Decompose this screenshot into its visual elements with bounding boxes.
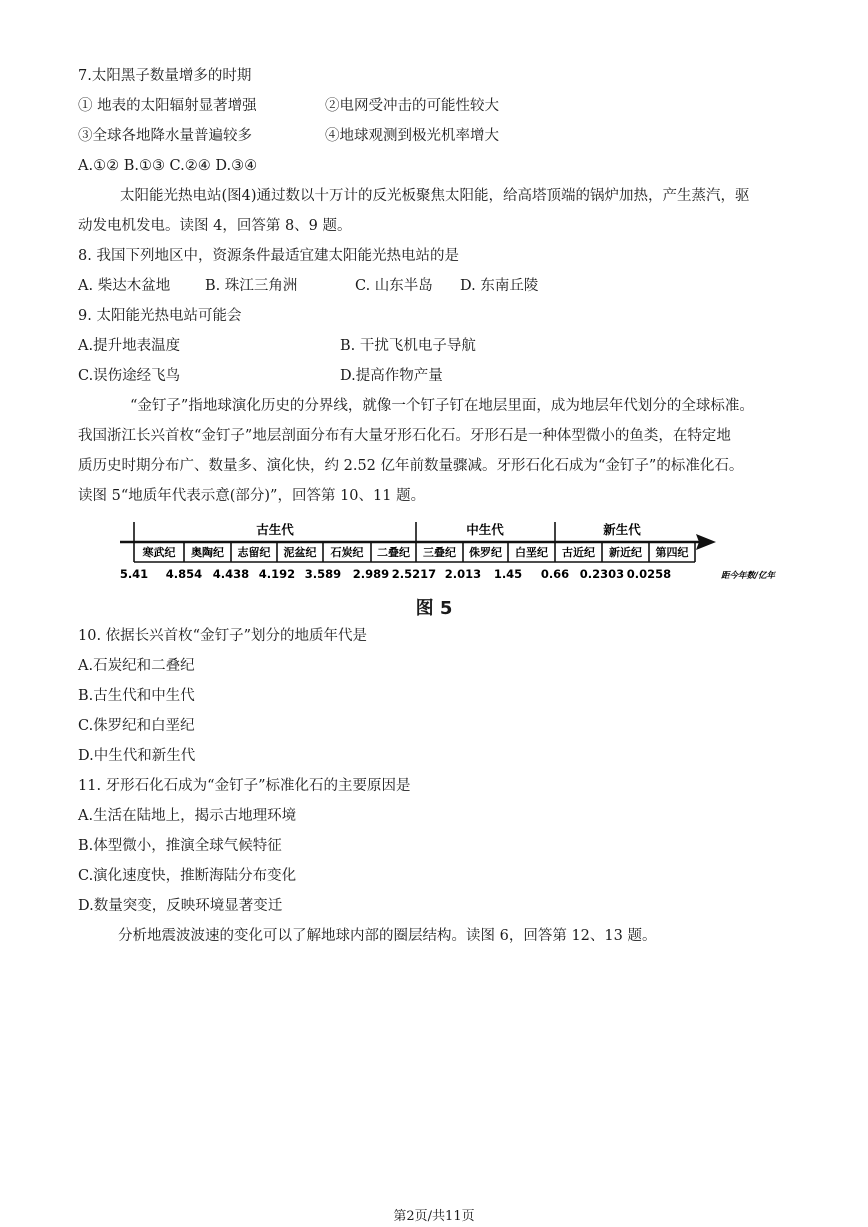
- period-label: 新近纪: [609, 546, 642, 559]
- age-label: 2.989: [352, 567, 390, 581]
- page-footer: 第2页/共11页: [393, 1209, 475, 1224]
- passage1-line2: 动发电机发电。读图 4，回答第 8、9 题。: [78, 218, 352, 234]
- era-label-cenozoic: 新生代: [603, 522, 641, 537]
- q11-option-a: A.生活在陆地上，揭示古地理环境: [78, 808, 297, 824]
- q11-option-d: D.数量突变，反映环境显著变迁: [78, 898, 283, 914]
- figure5-caption: 图 5: [415, 598, 453, 619]
- q10-option-a: A.石炭纪和二叠纪: [78, 658, 195, 674]
- q8-stem: 8. 我国下列地区中，资源条件最适宜建太阳能光热电站的是: [78, 248, 459, 264]
- period-label: 志留纪: [237, 546, 271, 559]
- q9-option-d: D.提高作物产量: [340, 368, 443, 384]
- passage1-line1: 太阳能光热电站(图4)通过数以十万计的反光板聚焦太阳能，给高塔顶端的锅炉加热，产生蒸汽，驱: [120, 188, 750, 204]
- q7-statement-3: ③全球各地降水量普遍较多: [78, 128, 252, 144]
- q8-option-a: A. 柴达木盆地: [78, 278, 171, 294]
- period-label: 寒武纪: [142, 546, 176, 559]
- q10-option-b: B.古生代和中生代: [78, 688, 195, 704]
- era-label-paleozoic: 古生代: [256, 522, 294, 537]
- q10-option-c: C.侏罗纪和白垩纪: [78, 718, 195, 734]
- period-label: 石炭纪: [330, 546, 364, 559]
- period-label: 古近纪: [562, 546, 595, 559]
- age-labels: [120, 567, 671, 581]
- q11-option-c: C.演化速度快，推断海陆分布变化: [78, 868, 297, 884]
- q11-option-b: B.体型微小，推演全球气候特征: [78, 838, 282, 854]
- period-label: 白垩纪: [515, 546, 548, 559]
- time-unit-label: 距今年数/亿年: [720, 571, 776, 581]
- q8-option-b: B. 珠江三角洲: [205, 278, 298, 294]
- age-label: 4.438: [212, 567, 250, 581]
- age-label: 5.41: [119, 567, 149, 581]
- q9-option-b: B. 干扰飞机电子导航: [340, 338, 476, 354]
- period-label: 侏罗纪: [469, 546, 502, 559]
- age-label: 0.66: [540, 567, 570, 581]
- period-labels: [134, 542, 695, 562]
- age-label: 4.192: [258, 567, 296, 581]
- q7-statement-1: ① 地表的太阳辐射显著增强: [78, 98, 257, 114]
- q8-option-c: C. 山东半岛: [355, 278, 433, 294]
- age-label: 4.854: [165, 567, 203, 581]
- q9-option-c: C.误伤途经飞鸟: [78, 368, 181, 384]
- period-label: 奥陶纪: [191, 546, 224, 559]
- age-label: 3.589: [304, 567, 342, 581]
- q8-option-d: D. 东南丘陵: [460, 278, 539, 294]
- q10-option-d: D.中生代和新生代: [78, 748, 196, 764]
- q7-statement-4: ④地球观测到极光机率增大: [325, 128, 499, 144]
- age-label: 1.45: [493, 567, 523, 581]
- passage2-line4: 读图 5“地质年代表示意(部分)”，回答第 10、11 题。: [78, 488, 426, 504]
- q11-stem: 11. 牙形石化石成为“金钉子”标准化石的主要原因是: [78, 778, 411, 794]
- q9-option-a: A.提升地表温度: [78, 338, 181, 354]
- q7-statement-2: ②电网受冲击的可能性较大: [325, 98, 499, 114]
- era-label-mesozoic: 中生代: [466, 522, 504, 537]
- geologic-timeline-figure: [0, 518, 868, 590]
- period-label: 三叠纪: [423, 546, 456, 559]
- passage2-line1: “金钉子”指地球演化历史的分界线，就像一个钉子钉在地层里面，成为地层年代划分的全球标准。: [130, 398, 754, 414]
- age-label: 2.5217: [391, 567, 437, 581]
- q7-options: A.①② B.①③ C.②④ D.③④: [78, 158, 258, 174]
- passage3: 分析地震波波速的变化可以了解地球内部的圈层结构。读图 6，回答第 12、13 题。: [118, 928, 657, 944]
- q10-stem: 10. 依据长兴首枚“金钉子”划分的地质年代是: [78, 628, 367, 644]
- q7-stem: 7.太阳黑子数量增多的时期: [78, 68, 252, 84]
- period-label: 二叠纪: [377, 546, 410, 559]
- passage2-line2: 我国浙江长兴首枚“金钉子”地层剖面分布有大量牙形石化石。牙形石是一种体型微小的鱼类，在特定地: [78, 428, 731, 444]
- timeline-arrow: [696, 534, 716, 550]
- period-label: 第四纪: [655, 546, 689, 559]
- passage2-line3: 质历史时期分布广、数量多、演化快，约 2.52 亿年前数量骤减。牙形石化石成为“金钉子”的标准化石。: [78, 458, 744, 474]
- age-label: 0.0258: [626, 567, 672, 581]
- period-label: 泥盆纪: [283, 546, 317, 559]
- age-label: 0.2303: [579, 567, 625, 581]
- age-label: 2.013: [444, 567, 482, 581]
- q9-stem: 9. 太阳能光热电站可能会: [78, 308, 242, 324]
